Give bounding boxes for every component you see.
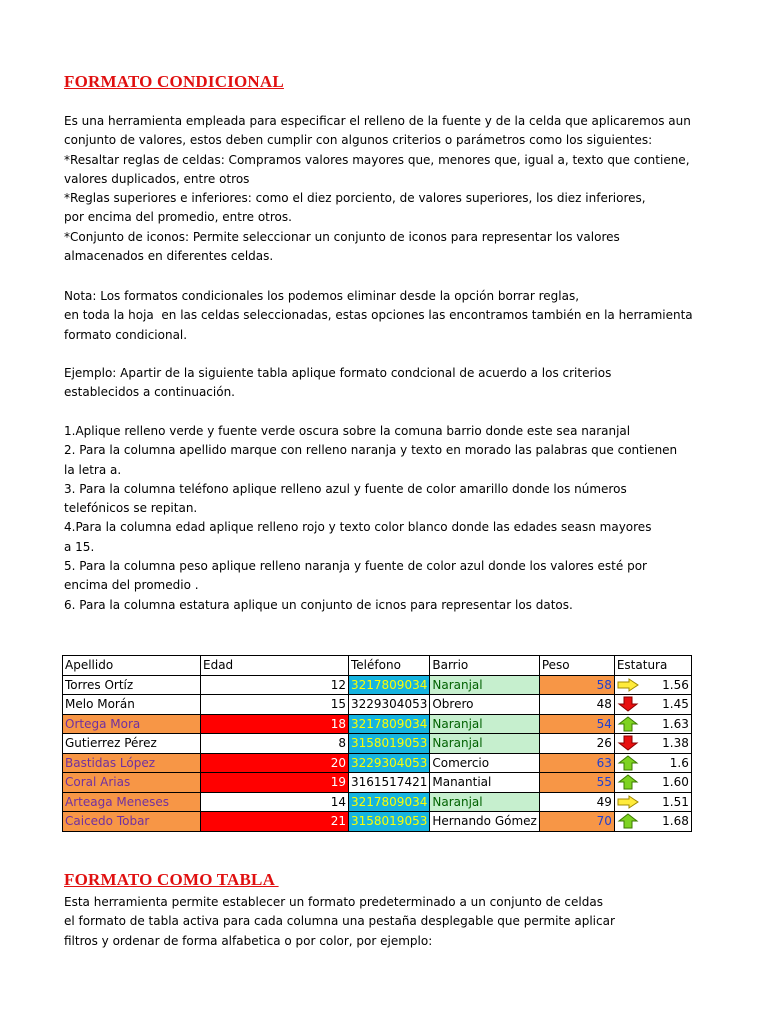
rule-line: 3. Para la columna teléfono aplique relleno azul y fuente de color amarillo donde los números	[64, 481, 627, 496]
table-row	[63, 812, 692, 832]
peso-cell: 49	[539, 792, 614, 812]
estatura-cell	[614, 695, 691, 715]
estatura-cell	[614, 734, 691, 754]
intro-line: almacenados en diferentes celdas.	[64, 249, 274, 264]
apellido-cell: Ortega Mora	[63, 714, 201, 734]
barrio-cell: Comercio	[430, 753, 539, 773]
header-edad: Edad	[201, 656, 349, 676]
up-arrow-icon	[617, 774, 639, 790]
right-arrow-icon	[617, 795, 639, 809]
telefono-cell: 3229304053	[349, 753, 430, 773]
note-line: en toda la hoja en las celdas seleccionadas, estas opciones las encontramos también en la herramienta	[64, 308, 693, 323]
header-apellido: Apellido	[63, 656, 201, 676]
barrio-cell: Naranjal	[430, 734, 539, 754]
peso-cell: 70	[539, 812, 614, 832]
estatura-value: 1.38	[662, 736, 689, 751]
edad-cell: 12	[201, 675, 349, 695]
up-arrow-icon	[617, 716, 639, 732]
intro-line: *Resaltar reglas de celdas: Compramos valores mayores que, menores que, igual a, texto que contiene,	[64, 152, 690, 167]
table-row	[63, 695, 692, 715]
table-row	[63, 792, 692, 812]
estatura-cell	[614, 753, 691, 773]
peso-cell: 26	[539, 734, 614, 754]
rule-line: telefónicos se repitan.	[64, 501, 198, 516]
edad-cell: 20	[201, 753, 349, 773]
intro-line: *Reglas superiores e inferiores: como el diez porciento, de valores superiores, los diez inferiores,	[64, 191, 646, 206]
peso-cell: 58	[539, 675, 614, 695]
table-row	[63, 714, 692, 734]
peso-cell: 55	[539, 773, 614, 793]
example-line: establecidos a continuación.	[64, 385, 235, 400]
section-title: FORMATO COMO TABLA	[64, 870, 279, 889]
header-barrio: Barrio	[430, 656, 539, 676]
table-header-row	[63, 656, 692, 676]
note-line: formato condicional.	[64, 327, 188, 342]
estatura-cell	[614, 812, 691, 832]
barrio-cell: Naranjal	[430, 714, 539, 734]
table-row	[63, 734, 692, 754]
estatura-value: 1.63	[662, 716, 689, 731]
barrio-cell: Manantial	[430, 773, 539, 793]
table-row	[63, 675, 692, 695]
down-arrow-icon	[617, 696, 639, 712]
telefono-cell: 3229304053	[349, 695, 430, 715]
estatura-value: 1.6	[669, 755, 689, 770]
rule-line: 1.Aplique relleno verde y fuente verde oscura sobre la comuna barrio donde este sea naranjal	[64, 424, 631, 438]
peso-cell: 63	[539, 753, 614, 773]
telefono-cell: 3158019053	[349, 734, 430, 754]
estatura-value: 1.51	[662, 794, 689, 809]
apellido-cell: Melo Morán	[63, 695, 201, 715]
note-line: Nota: Los formatos condicionales los podemos eliminar desde la opción borrar reglas,	[64, 289, 580, 303]
estatura-value: 1.68	[662, 814, 689, 829]
estatura-cell	[614, 773, 691, 793]
estatura-cell	[614, 675, 691, 695]
intro-line: *Conjunto de iconos: Permite seleccionar un conjunto de iconos para representar los valores	[64, 229, 620, 244]
telefono-cell: 3158019053	[349, 812, 430, 832]
barrio-cell: Obrero	[430, 695, 539, 715]
rule-line: a 15.	[64, 539, 95, 554]
intro-line: Es una herramienta empleada para especificar el relleno de la fuente y de la celda que aplicaremos aun	[64, 114, 691, 128]
page-title: FORMATO CONDICIONAL	[64, 72, 284, 91]
outro-paragraph	[64, 893, 664, 951]
edad-cell: 19	[201, 773, 349, 793]
barrio-cell: Naranjal	[430, 792, 539, 812]
estatura-value: 1.56	[662, 677, 689, 692]
estatura-value: 1.60	[662, 775, 689, 790]
telefono-cell: 3217809034	[349, 792, 430, 812]
example-paragraph	[64, 364, 664, 403]
rule-line: 6. Para la columna estatura aplique un conjunto de icnos para representar los datos.	[64, 597, 573, 612]
barrio-cell: Hernando Gómez	[430, 812, 539, 832]
example-line: Ejemplo: Apartir de la siguiente tabla aplique formato condcional de acuerdo a los criterios	[64, 366, 612, 380]
conditional-format-table	[62, 655, 692, 832]
apellido-cell: Bastidas López	[63, 753, 201, 773]
apellido-cell: Arteaga Meneses	[63, 792, 201, 812]
table-row	[63, 753, 692, 773]
rule-line: encima del promedio .	[64, 578, 199, 593]
apellido-cell: Torres Ortíz	[63, 675, 201, 695]
estatura-cell	[614, 792, 691, 812]
intro-line: valores duplicados, entre otros	[64, 171, 250, 186]
edad-cell: 14	[201, 792, 349, 812]
apellido-cell: Coral Arias	[63, 773, 201, 793]
telefono-cell: 3217809034	[349, 675, 430, 695]
estatura-value: 1.45	[662, 697, 689, 712]
edad-cell: 21	[201, 812, 349, 832]
outro-line: el formato de tabla activa para cada columna una pestaña desplegable que permite aplicar	[64, 914, 615, 929]
up-arrow-icon	[617, 755, 639, 771]
table-row	[63, 773, 692, 793]
apellido-cell: Gutierrez Pérez	[63, 734, 201, 754]
intro-line: por encima del promedio, entre otros.	[64, 210, 292, 225]
outro-line: filtros y ordenar de forma alfabetica o por color, por ejemplo:	[64, 933, 433, 948]
peso-cell: 48	[539, 695, 614, 715]
rule-line: 5. Para la columna peso aplique relleno naranja y fuente de color azul donde los valores esté por	[64, 559, 647, 574]
apellido-cell: Caicedo Tobar	[63, 812, 201, 832]
rules-list	[64, 422, 678, 615]
down-arrow-icon	[617, 735, 639, 751]
header-peso: Peso	[539, 656, 614, 676]
telefono-cell: 3161517421	[349, 773, 430, 793]
barrio-cell: Naranjal	[430, 675, 539, 695]
edad-cell: 8	[201, 734, 349, 754]
peso-cell: 54	[539, 714, 614, 734]
outro-line: Esta herramienta permite establecer un formato predeterminado a un conjunto de celdas	[64, 895, 603, 909]
header-estatura: Estatura	[614, 656, 691, 676]
up-arrow-icon	[617, 813, 639, 829]
header-telefono: Teléfono	[349, 656, 430, 676]
estatura-cell	[614, 714, 691, 734]
telefono-cell: 3217809034	[349, 714, 430, 734]
rule-line: 4.Para la columna edad aplique relleno rojo y texto color blanco donde las edades seasn mayores	[64, 520, 652, 535]
intro-line: conjunto de valores, estos deben cumplir con algunos criterios o parámetros como los siguientes:	[64, 133, 653, 148]
rule-line: la letra a.	[64, 462, 122, 477]
note-paragraph	[64, 287, 693, 345]
intro-paragraph	[64, 112, 691, 266]
right-arrow-icon	[617, 678, 639, 692]
rule-line: 2. Para la columna apellido marque con relleno naranja y texto en morado las palabras que contienen	[64, 443, 678, 458]
edad-cell: 18	[201, 714, 349, 734]
edad-cell: 15	[201, 695, 349, 715]
